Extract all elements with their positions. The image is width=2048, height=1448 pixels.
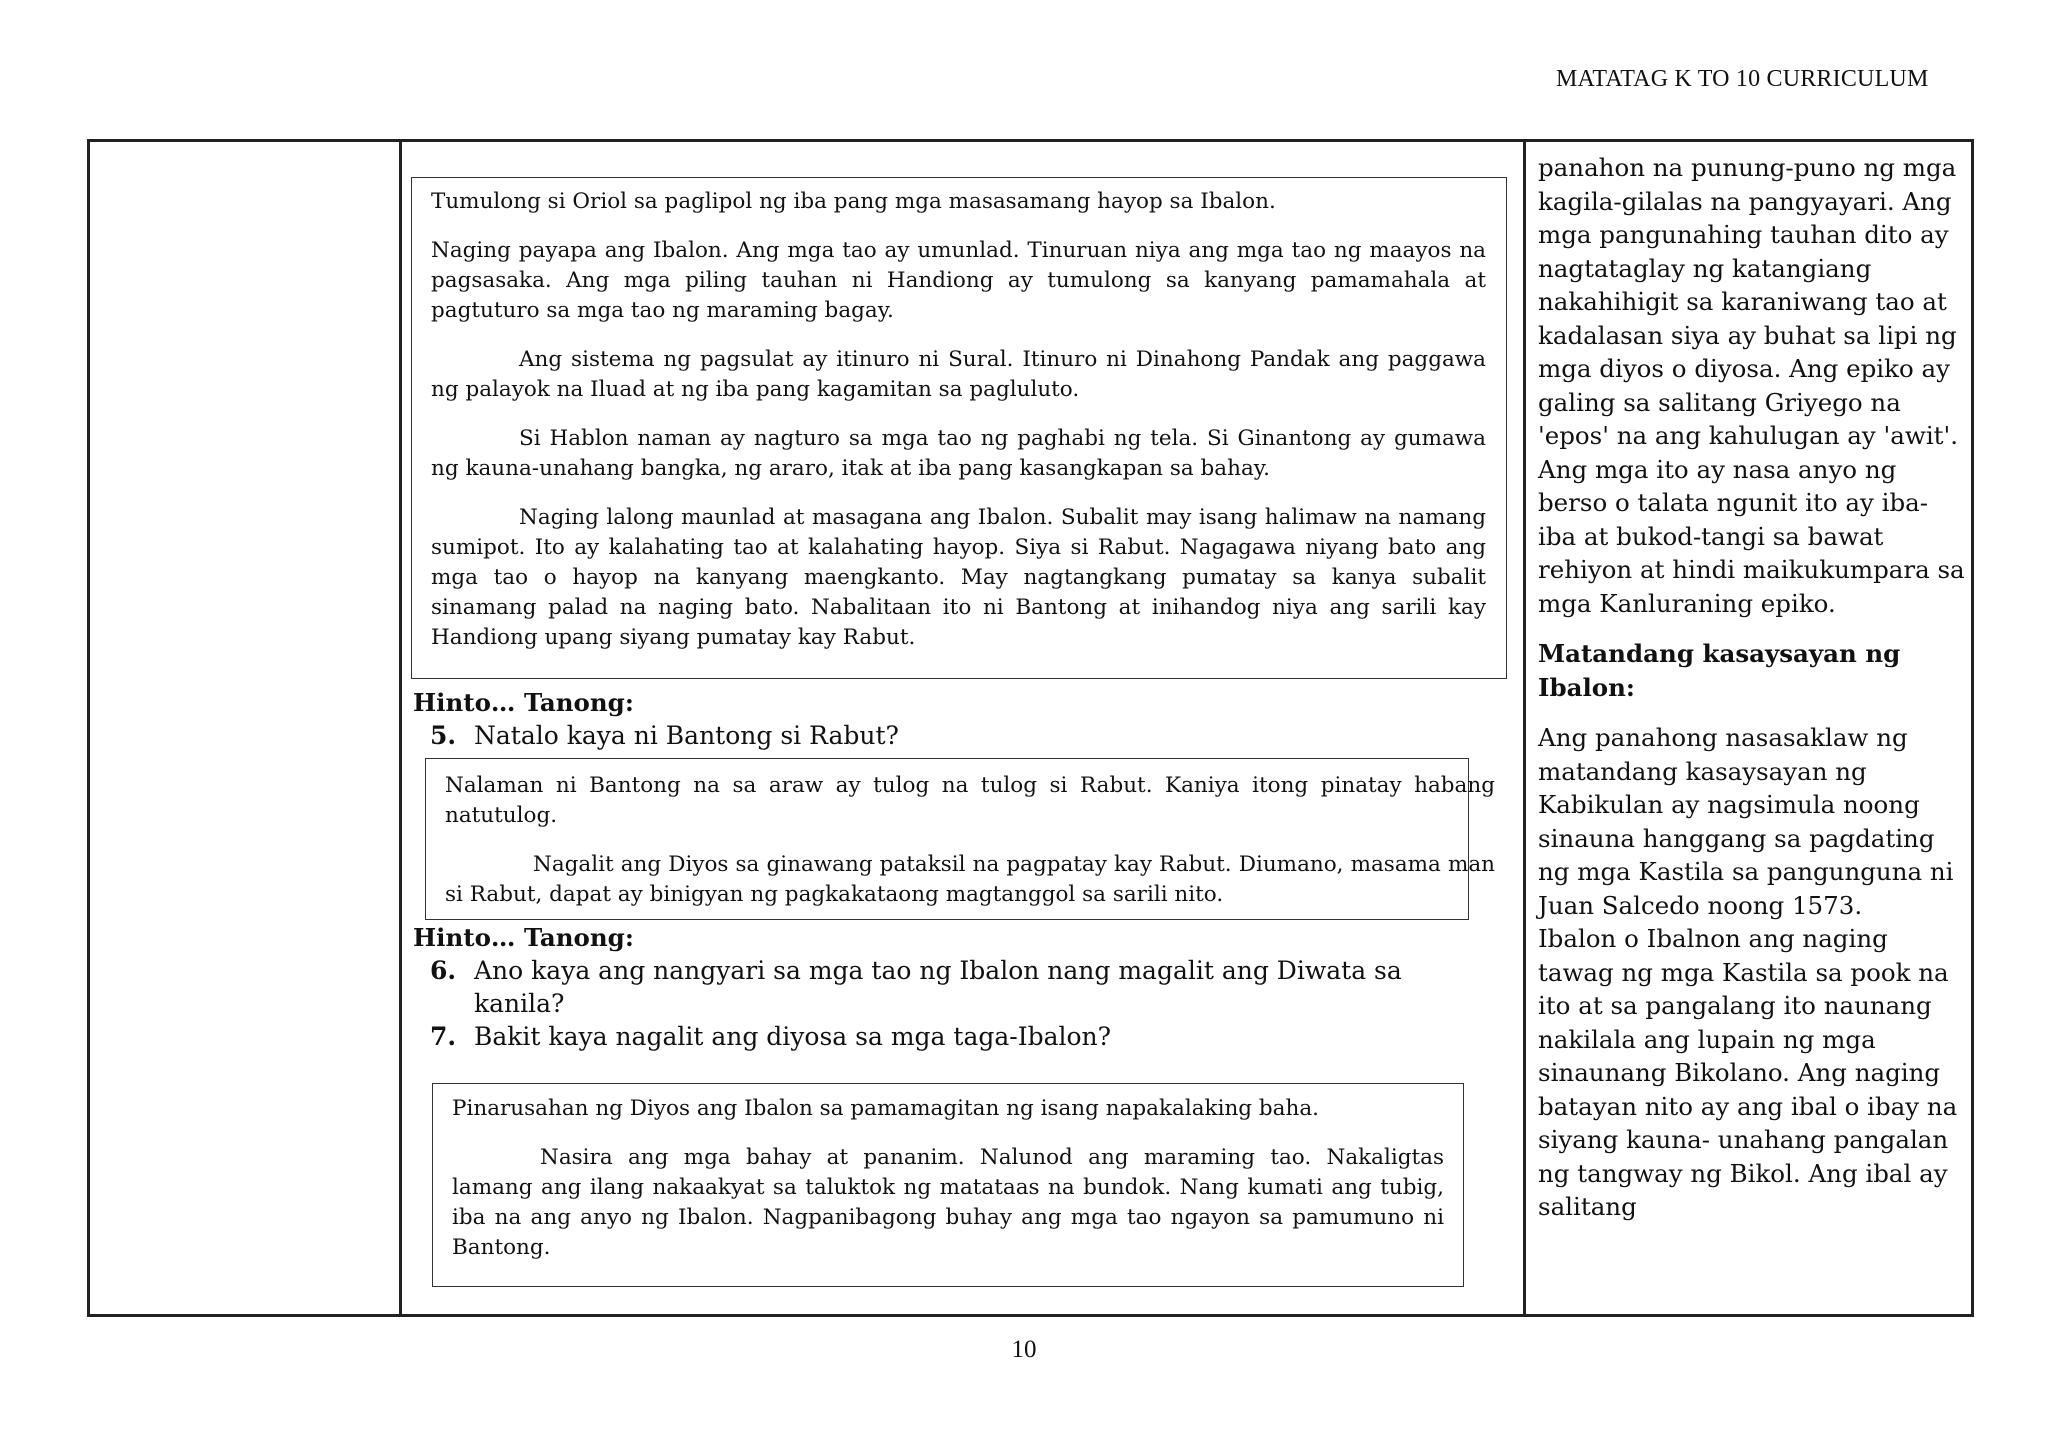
- story-box-oriol: [411, 177, 1507, 679]
- question-number: 5.: [430, 721, 457, 750]
- hinto-tanong-heading-1: Hinto… Tanong:: [413, 688, 634, 717]
- question-item: [430, 1020, 1410, 1053]
- story-paragraph: Pinarusahan ng Diyos ang Ibalon sa pamamagitan ng isang napakalaking baha.: [452, 1096, 1319, 1121]
- side-notes-column: [1538, 151, 1966, 1241]
- story-paragraph: Nagalit ang Diyos sa ginawang pataksil na pagpatay kay Rabut. Diumano, masama man si Rabut, dapat ay binigyan ng pagkakataong magtanggol sa sarili nito.: [445, 852, 1495, 907]
- story-box-baha: [432, 1083, 1464, 1287]
- question-list-1: [430, 719, 1410, 752]
- question-item: [430, 719, 1410, 752]
- question-text: Ano kaya ang nangyari sa mga tao ng Ibalon nang magalit ang Diwata sa kanila?: [474, 956, 1402, 1018]
- side-subheading: Matandang kasaysayan ng Ibalon:: [1538, 639, 1901, 702]
- side-intro: panahon na punung-puno ng mga kagila-gilalas na pangyayari. Ang mga pangunahing tauhan dito ay nagtataglay ng katangiang nakahihigit sa karaniwang tao at kadalasan siya ay buhat sa lipi ng mga diyos o diyosa. Ang epiko ay galing sa salitang Griyego na 'epos' na ang kahulugan ay 'awit'. Ang mga ito ay nasa anyo ng berso o talata ngunit ito ay iba-iba at bukod-tangi sa bawat rehiyon at hindi maikukumpara sa mga Kanluraning epiko.: [1538, 153, 1965, 618]
- question-number: 6.: [430, 956, 457, 985]
- story-paragraph: Tumulong si Oriol sa paglipol ng iba pang mga masasamang hayop sa Ibalon.: [431, 189, 1276, 214]
- question-list-2: [430, 954, 1410, 1053]
- side-body: Ang panahong nasasaklaw ng matandang kasaysayan ng Kabikulan ay nagsimula noong sinauna hanggang sa pagdating ng mga Kastila sa pangunguna ni Juan Salcedo noong 1573.: [1538, 723, 1954, 920]
- story-paragraph: Ang sistema ng pagsulat ay itinuro ni Sural. Itinuro ni Dinahong Pandak ang paggawa ng palayok na Iluad at ng iba pang kagamitan sa pagluluto.: [431, 347, 1486, 402]
- story-paragraph: Naging lalong maunlad at masagana ang Ibalon. Subalit may isang halimaw na namang sumipot. Ito ay kalahating tao at kalahating hayop. Siya si Rabut. Nagagawa niyang bato ang mga tao o hayop na kanyang maengkanto. May nagtangkang pumatay sa kanya subalit sinamang palad na naging bato. Nabalitaan ito ni Bantong at inihandog niya ang sarili kay Handiong upang siyang pumatay kay Rabut.: [431, 505, 1486, 650]
- side-body: Ibalon o Ibalnon ang naging tawag ng mga Kastila sa pook na ito at sa pangalang ito naunang nakilala ang lupain ng mga sinaunang Bikolano. Ang naging batayan nito ay ang ibal o ibay na siyang kauna- unahang pangalan ng tangway ng Bikol. Ang ibal ay salitang: [1538, 924, 1958, 1221]
- question-text: Natalo kaya ni Bantong si Rabut?: [474, 721, 899, 750]
- page-number: 10: [1011, 1336, 1037, 1363]
- story-paragraph: Naging payapa ang Ibalon. Ang mga tao ay umunlad. Tinuruan niya ang mga tao ng maayos na pagsasaka. Ang mga piling tauhan ni Handiong ay tumulong sa kanyang pamamahala at pagtuturo sa mga tao ng maraming bagay.: [431, 238, 1486, 323]
- curriculum-header: MATATAG K TO 10 CURRICULUM: [1556, 66, 1929, 92]
- question-item: [430, 954, 1410, 1020]
- story-paragraph: Nasira ang mga bahay at pananim. Nalunod ang maraming tao. Nakaligtas lamang ang ilang nakaakyat sa taluktok ng matataas na bundok. Nang kumati ang tubig, iba na ang anyo ng Ibalon. Nagpanibagong buhay ang mga tao ngayon sa pamumuno ni Bantong.: [452, 1145, 1444, 1260]
- story-box-bantong: [425, 758, 1495, 920]
- column-divider-right: [1523, 142, 1526, 1314]
- column-divider-left: [399, 142, 402, 1314]
- story-paragraph: Si Hablon naman ay nagturo sa mga tao ng paghabi ng tela. Si Ginantong ay gumawa ng kauna-unahang bangka, ng araro, itak at iba pang kasangkapan sa bahay.: [431, 426, 1486, 481]
- story-paragraph: Nalaman ni Bantong na sa araw ay tulog na tulog si Rabut. Kaniya itong pinatay habang natutulog.: [445, 773, 1495, 828]
- question-number: 7.: [430, 1022, 457, 1051]
- hinto-tanong-heading-2: Hinto… Tanong:: [413, 923, 634, 952]
- question-text: Bakit kaya nagalit ang diyosa sa mga taga-Ibalon?: [474, 1022, 1112, 1051]
